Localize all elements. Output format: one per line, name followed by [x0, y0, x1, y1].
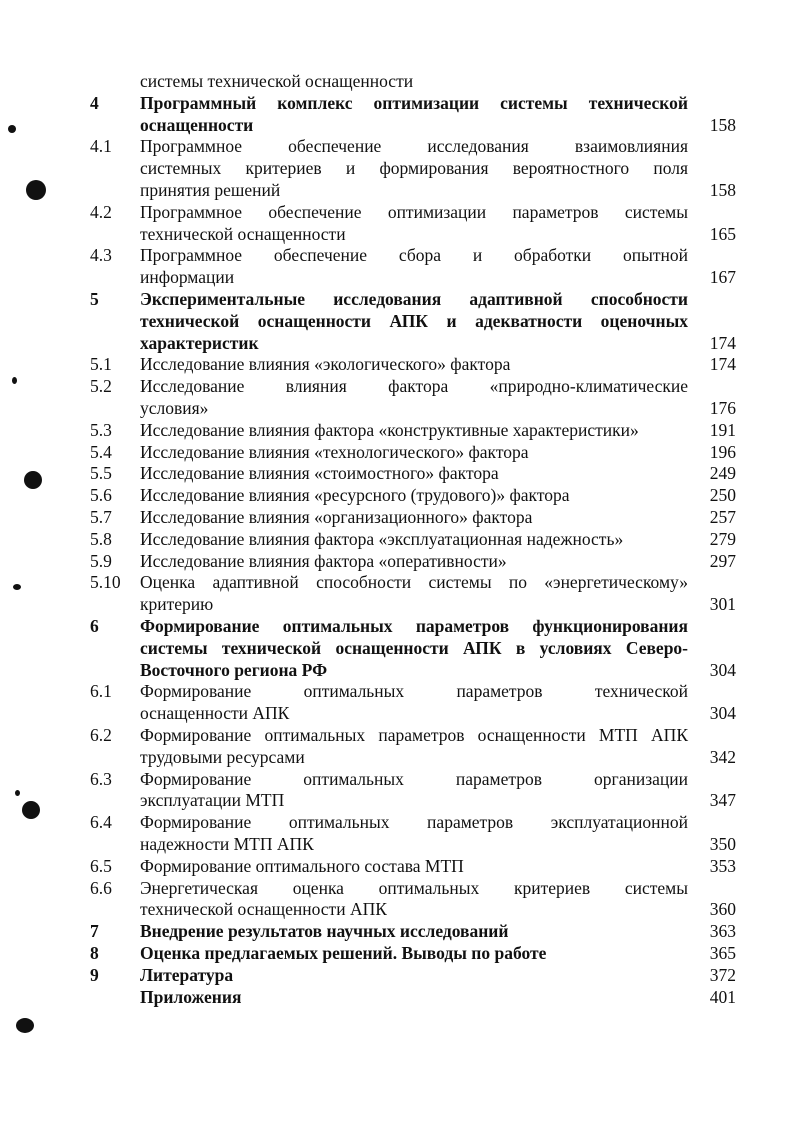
toc-entry-page-number: 363 [709, 921, 736, 942]
toc-entry-title-line: технической оснащенности [140, 223, 346, 244]
toc-entry-title-line: Исследование влияния «ресурсного (трудового)» фактора [140, 485, 570, 506]
toc-entry-title-line: Внедрение результатов научных исследований [140, 921, 509, 942]
toc-entry-number: 6.5 [90, 855, 112, 876]
toc-entry-number: 5.8 [90, 528, 112, 549]
toc-entry-number: 4.1 [90, 136, 112, 157]
toc-entry-title-line: системных критериев и формирования вероятностного поля [140, 158, 688, 179]
toc-entry-page-number: 360 [709, 899, 736, 920]
toc-entry-number: 6 [90, 616, 99, 636]
toc-entry-title-line: условия» [140, 398, 209, 418]
toc-entry-title-line: Программное обеспечение оптимизации параметров системы [140, 201, 688, 222]
toc-entry-number: 6.2 [90, 725, 112, 745]
toc-entry-title-line: Формирование оптимальных параметров функционирования [140, 616, 688, 636]
toc-entry-number: 8 [90, 943, 99, 963]
toc-entry-number: 4 [90, 92, 99, 113]
toc-entry-title-line: трудовыми ресурсами [140, 746, 305, 767]
toc-entry-number: 5.9 [90, 550, 112, 571]
toc-entry-title-line: оснащенности [140, 114, 254, 135]
toc-entry-title-line: Формирование оптимальных параметров организации [140, 768, 688, 789]
toc-entry-page-number: 176 [709, 398, 736, 418]
toc-entry-title-line: Исследование влияния фактора «оперативности» [140, 550, 507, 571]
toc-entry-page-number: 304 [709, 703, 736, 724]
punch-hole-mark [8, 125, 16, 133]
toc-entry-page-number: 174 [709, 332, 736, 353]
toc-entry-page-number: 196 [709, 441, 736, 462]
toc-entry-number: 4.2 [90, 201, 112, 222]
toc-entry-number: 9 [90, 964, 99, 985]
toc-entry-page-number: 158 [709, 114, 736, 135]
toc-entry-number: 5.6 [90, 485, 112, 506]
toc-entry-title-line: Формирование оптимальных параметров эксплуатационной [140, 812, 688, 833]
toc-entry-page-number: 372 [709, 964, 736, 985]
toc-entry-title-line: Формирование оптимальных параметров оснащенности МТП АПК [140, 725, 688, 745]
toc-entry-number: 5.3 [90, 419, 112, 440]
toc-entry-title-line: Исследование влияния «стоимостного» фактора [140, 463, 499, 484]
toc-entry-title-line: системы технической оснащенности АПК в условиях Северо- [140, 637, 688, 658]
toc-entry-number: 6.4 [90, 812, 112, 833]
toc-entry-page-number: 347 [709, 790, 736, 811]
toc-entry-title-line: характеристик [140, 332, 259, 353]
toc-entry-number: 5.10 [90, 572, 121, 593]
toc-entry-page-number: 365 [709, 943, 736, 963]
toc-entry-number: 5.5 [90, 463, 112, 484]
toc-entry-number: 6.3 [90, 768, 112, 789]
toc-entry-number: 6.1 [90, 681, 112, 702]
toc-entry-title-line: Исследование влияния фактора «эксплуатационная надежность» [140, 528, 624, 549]
toc-entry-page-number: 165 [709, 223, 736, 244]
toc-entry-title-line: технической оснащенности АПК [140, 899, 387, 920]
toc-entry-page-number: 304 [709, 659, 736, 680]
punch-hole-mark [24, 471, 42, 489]
toc-entry-page-number: 279 [709, 528, 736, 549]
toc-entry-number: 5.4 [90, 441, 112, 462]
toc-entry-title-line: Восточного региона РФ [140, 659, 328, 680]
toc-entry-title-line: эксплуатации МТП [140, 790, 285, 811]
toc-entry-title-line: Программное обеспечение сбора и обработки опытной [140, 245, 688, 266]
toc-entry-page-number: 301 [709, 594, 736, 615]
toc-entry-title-line: Исследование влияния фактора «природно-климатические [140, 376, 688, 397]
punch-hole-mark [15, 790, 20, 796]
toc-entry-number: 5.1 [90, 354, 112, 375]
toc-entry-page-number: 250 [709, 485, 736, 506]
toc-entry-title-line: Программный комплекс оптимизации системы технической [140, 92, 688, 113]
toc-entry-number: 5.7 [90, 507, 112, 527]
toc-entry-title-line: Исследование влияния «технологического» фактора [140, 441, 529, 462]
toc-entry-page-number: 353 [709, 855, 736, 876]
toc-entry-page-number: 249 [709, 463, 736, 484]
toc-entry-title-line: Исследование влияния «организационного» фактора [140, 507, 533, 527]
toc-entry-title-line: информации [140, 267, 235, 288]
toc-entry-page-number: 167 [709, 267, 736, 288]
toc-entry-number: 7 [90, 921, 99, 942]
toc-entry-page-number: 158 [709, 180, 736, 200]
toc-entry-title-line: технической оснащенности АПК и адекватности оценочных [140, 310, 688, 331]
toc-entry-title-line: Литература [140, 964, 234, 985]
toc-entry-page-number: 257 [709, 507, 736, 527]
toc-entry-title-line: Формирование оптимальных параметров технической [140, 681, 688, 702]
toc-entry-title-line: Энергетическая оценка оптимальных критериев системы [140, 877, 688, 898]
toc-entry-title-line: Формирование оптимального состава МТП [140, 855, 464, 876]
toc-entry-page-number: 191 [709, 419, 736, 440]
punch-hole-mark [12, 377, 17, 384]
toc-entry-number: 5 [90, 289, 99, 309]
toc-entry-title-line: Оценка предлагаемых решений. Выводы по работе [140, 943, 547, 963]
toc-entry-number: 4.3 [90, 245, 112, 266]
toc-entry-title-line: надежности МТП АПК [140, 834, 314, 854]
toc-entry-title-line: Приложения [140, 986, 242, 1007]
toc-entry-title-line: Экспериментальные исследования адаптивной способности [140, 289, 688, 309]
toc-entry-page-number: 401 [709, 986, 736, 1007]
toc-entry-page-number: 350 [709, 834, 736, 854]
punch-hole-mark [26, 180, 46, 200]
toc-entry-title-line: Программное обеспечение исследования взаимовлияния [140, 136, 688, 157]
toc-entry-number: 6.6 [90, 877, 112, 898]
toc-entry-number: 5.2 [90, 376, 112, 397]
toc-entry-page-number: 297 [709, 550, 736, 571]
toc-entry-page-number: 342 [709, 746, 736, 767]
toc-entry-title-line: системы технической оснащенности [140, 71, 414, 91]
toc-entry-title-line: принятия решений [140, 180, 281, 200]
punch-hole-mark [22, 801, 40, 819]
toc-entry-title-line: критерию [140, 594, 214, 615]
toc-entry-page-number: 174 [709, 354, 736, 375]
toc-entry-title-line: оснащенности АПК [140, 703, 290, 724]
toc-entry-title-line: Исследование влияния «экологического» фактора [140, 354, 511, 375]
toc-entry-title-line: Оценка адаптивной способности системы по «энергетическому» [140, 572, 688, 593]
punch-hole-mark [16, 1018, 34, 1033]
toc-entry-title-line: Исследование влияния фактора «конструктивные характеристики» [140, 419, 639, 440]
punch-hole-mark [13, 584, 21, 590]
